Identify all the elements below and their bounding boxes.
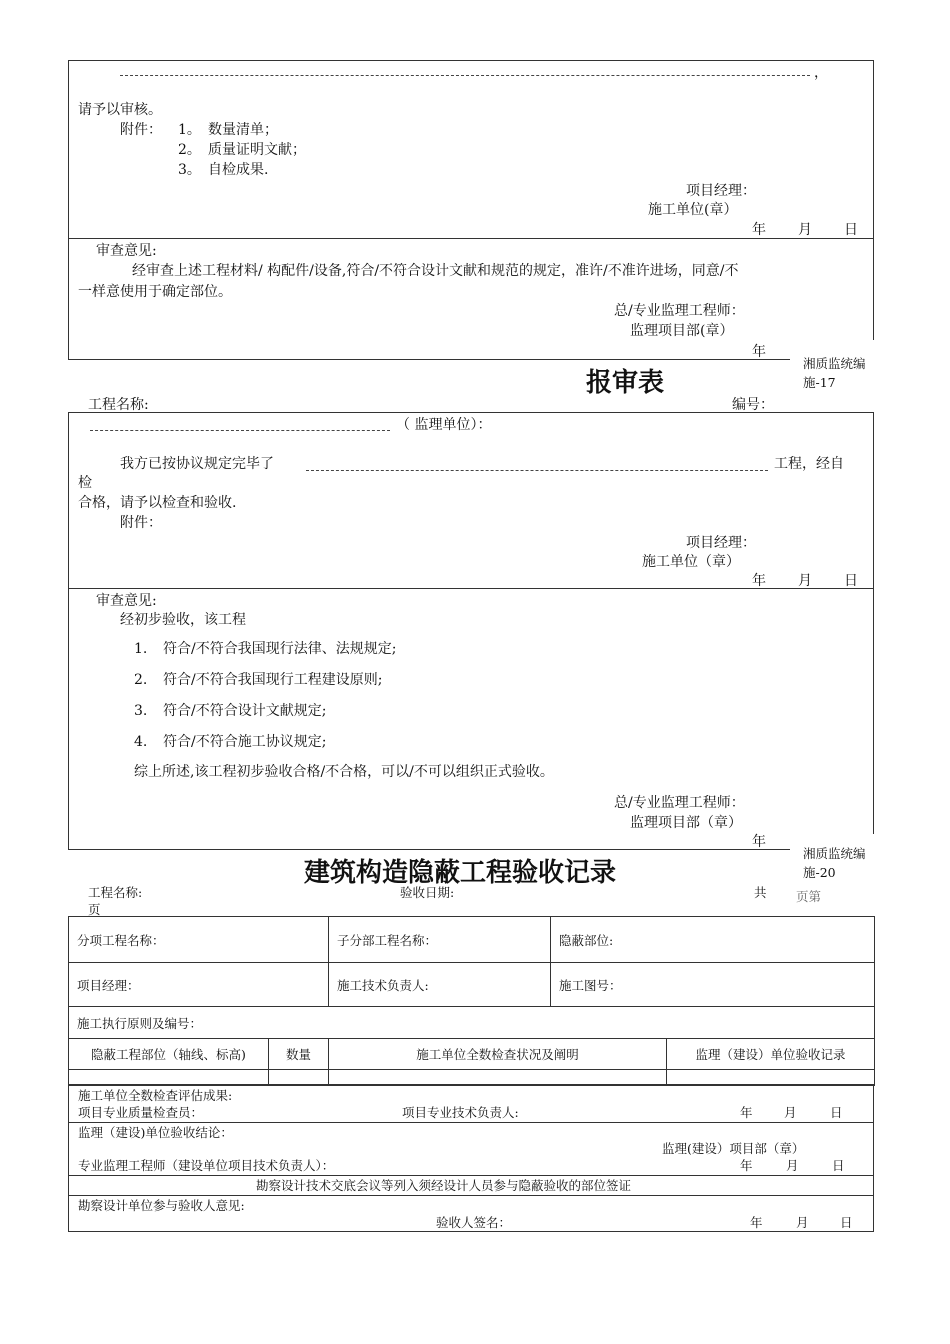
form2-item-text: 符合/不符合我国现行工程建设原则; bbox=[163, 672, 383, 688]
form2-item-text: 符合/不符合施工协议规定; bbox=[163, 734, 327, 750]
form2-title: 报审表 bbox=[586, 368, 665, 398]
cell-sub-item-name: 分项工程名称： bbox=[69, 917, 329, 963]
form2-supervisor-fill bbox=[90, 430, 390, 431]
form2-year: 年 bbox=[752, 834, 766, 850]
form1-trailing-comma: ， bbox=[814, 65, 828, 81]
form2-body-line2: 检 bbox=[78, 475, 92, 491]
form3-date-day-2: 日 bbox=[832, 1158, 845, 1173]
cell-sub-division-name: 子分部工程名称： bbox=[329, 917, 551, 963]
code-note-line1: 湘质监统编 bbox=[803, 356, 866, 371]
form1-attachment-text: 数量清单； bbox=[208, 122, 278, 138]
form1-attachment-num: 2。 bbox=[178, 142, 201, 158]
form1-box bbox=[68, 60, 874, 360]
form2-box bbox=[68, 412, 874, 850]
form3-lower-divider-3 bbox=[68, 1195, 874, 1196]
form2-pm-label: 项目经理： bbox=[686, 535, 756, 551]
form2-item-text: 符合/不符合我国现行法律、法规规定; bbox=[163, 641, 397, 657]
code-note2-line1: 湘质监统编 bbox=[803, 846, 866, 861]
form1-attachment-num: 1。 bbox=[178, 122, 201, 138]
form2-item-text: 符合/不符合设计文献规定; bbox=[163, 703, 327, 719]
form2-date-year: 年 bbox=[752, 573, 766, 589]
form2-item-num: 2. bbox=[134, 672, 148, 688]
form3-quality-inspector: 项目专业质量检查员： bbox=[78, 1105, 204, 1120]
form1-request: 请予以审核。 bbox=[78, 102, 162, 118]
form2-number-label: 编号： bbox=[732, 397, 774, 413]
form2-item-num: 3. bbox=[134, 703, 148, 719]
form3-survey-note: 勘察设计技术交底会议等列入须经设计人员参与隐蔽验收的部位签证 bbox=[256, 1178, 632, 1193]
form2-project-fill bbox=[306, 470, 768, 471]
form3-supervision-conclusion: 监理（建设)单位验收结论： bbox=[78, 1125, 233, 1140]
form3-accept-date-label: 验收日期: bbox=[400, 885, 455, 900]
form2-date-month: 月 bbox=[798, 573, 812, 589]
cell-tech-lead: 施工技术负责人: bbox=[329, 963, 551, 1007]
form1-date-year: 年 bbox=[752, 222, 766, 238]
form3-date-year-3: 年 bbox=[750, 1215, 763, 1230]
form1-review-label: 审查意见: bbox=[96, 243, 157, 259]
form3-date-month-1: 月 bbox=[784, 1105, 797, 1120]
form3-date-year-1: 年 bbox=[740, 1105, 753, 1120]
form2-engineer-label: 总/专业监理工程师： bbox=[614, 795, 745, 811]
form1-dept-label: 监理项目部(章） bbox=[630, 323, 734, 339]
form2-review-intro: 经初步验收，该工程 bbox=[120, 612, 246, 628]
form3-project-label: 工程名称: bbox=[88, 885, 143, 900]
form2-attachments-label: 附件： bbox=[120, 515, 162, 531]
form3-date-month-2: 月 bbox=[786, 1158, 799, 1173]
form2-body-suffix: 工程，经自 bbox=[774, 456, 844, 472]
form2-date-day: 日 bbox=[844, 573, 858, 589]
header-supervision-record: 监理（建设）单位验收记录 bbox=[667, 1039, 875, 1070]
form3-lower-divider-1 bbox=[68, 1122, 874, 1123]
form1-date-day: 日 bbox=[844, 222, 858, 238]
form2-unit-label: 施工单位（章） bbox=[642, 554, 740, 570]
header-quantity: 数量 bbox=[269, 1039, 329, 1070]
form2-body-line3: 合格，请予以检查和验收. bbox=[78, 495, 237, 511]
form3-date-day-3: 日 bbox=[840, 1215, 853, 1230]
cell-standard-number: 施工执行原则及编号： bbox=[69, 1007, 875, 1039]
form2-review-label: 审查意见: bbox=[96, 593, 157, 609]
form2-item-num: 4. bbox=[134, 734, 148, 750]
form3-acceptor-sign: 验收人签名： bbox=[436, 1215, 512, 1230]
form3-page-of-label: 页第 bbox=[796, 889, 822, 904]
form1-pm-label: 项目经理： bbox=[686, 183, 756, 199]
form1-unit-label: 施工单位(章） bbox=[648, 202, 738, 218]
form3-eval-label: 施工单位全数检查评估成果: bbox=[78, 1088, 233, 1103]
form3-table-top bbox=[68, 916, 875, 1039]
form1-attachment-num: 3。 bbox=[178, 162, 201, 178]
form3-date-month-3: 月 bbox=[796, 1215, 809, 1230]
cell-drawing-number: 施工图号： bbox=[551, 963, 875, 1007]
form3-total-label: 共 bbox=[754, 885, 767, 900]
form3-supervision-engineer: 专业监理工程师（建设单位项目技术负责人）： bbox=[78, 1158, 335, 1173]
form2-body-prefix: 我方已按协议规定完毕了 bbox=[120, 456, 274, 472]
form3-page-label: 页 bbox=[88, 902, 101, 917]
code-note2-line2: 施-20 bbox=[803, 865, 836, 880]
form2-item-num: 1. bbox=[134, 641, 148, 657]
form3-date-day-1: 日 bbox=[830, 1105, 843, 1120]
form1-year: 年 bbox=[752, 344, 766, 360]
form1-engineer-label: 总/专业监理工程师： bbox=[614, 303, 745, 319]
form3-survey-opinion: 勘察设计单位参与验收人意见: bbox=[78, 1198, 245, 1213]
header-contractor-check: 施工单位全数检查状况及阐明 bbox=[329, 1039, 667, 1070]
form1-review-line1: 经审查上述工程材料/ 构配件/设备,符合/不符合设计文献和规范的规定，准许/不准许进场，同意/不 bbox=[132, 263, 739, 279]
form1-date-month: 月 bbox=[798, 222, 812, 238]
cell-concealed-part: 隐蔽部位: bbox=[551, 917, 875, 963]
form2-conclusion: 综上所述,该工程初步验收合格/不合格，可以/不可以组织正式验收。 bbox=[134, 764, 554, 780]
form1-attachment-text: 质量证明文献； bbox=[208, 142, 306, 158]
form3-lower-divider-2 bbox=[68, 1175, 874, 1176]
form1-attachments-label: 附件： bbox=[120, 122, 162, 138]
code-note-line2: 施-17 bbox=[803, 375, 836, 390]
form3-supervision-dept: 监理(建设）项目部（章） bbox=[662, 1141, 805, 1156]
form1-fill-line bbox=[120, 75, 810, 76]
cell-project-manager: 项目经理： bbox=[69, 963, 329, 1007]
header-concealed-location: 隐蔽工程部位（轴线、标高) bbox=[69, 1039, 269, 1070]
form1-attachment-text: 自检成果. bbox=[208, 162, 269, 178]
form3-table-headers bbox=[68, 1038, 875, 1086]
form3-title: 建筑构造隐蔽工程验收记录 bbox=[304, 858, 617, 888]
form1-review-line2: 一样意使用于确定部位。 bbox=[78, 284, 232, 300]
form3-date-year-2: 年 bbox=[740, 1158, 753, 1173]
form2-project-label: 工程名称: bbox=[88, 397, 149, 413]
form2-supervisor-unit: （ 监理单位）： bbox=[396, 417, 492, 433]
form3-tech-lead: 项目专业技术负责人: bbox=[402, 1105, 519, 1120]
form2-dept-label: 监理项目部（章） bbox=[630, 815, 742, 831]
